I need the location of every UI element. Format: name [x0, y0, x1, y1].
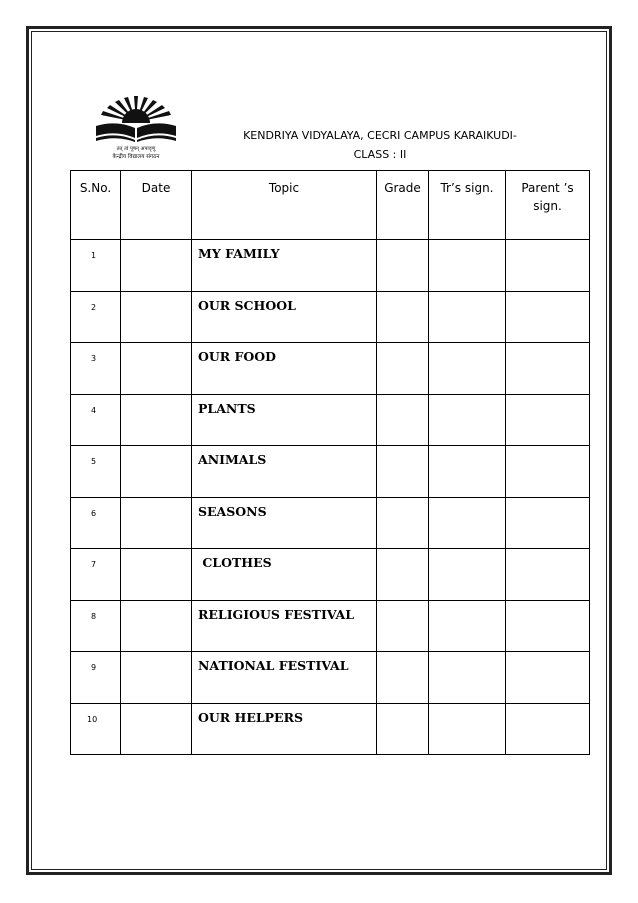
topic-cell: PLANTS: [192, 394, 377, 446]
date-cell[interactable]: [121, 343, 192, 395]
header-tr-sign: Tr’s sign.: [429, 171, 506, 240]
date-cell[interactable]: [121, 394, 192, 446]
tr-sign-cell[interactable]: [429, 600, 506, 652]
sno-cell: 5: [71, 446, 121, 498]
table-row: [71, 703, 590, 755]
logo-org-name: केन्द्रीय विद्यालय संगठन: [112, 154, 160, 160]
tr-sign-cell[interactable]: [429, 291, 506, 343]
kendriya-vidyalaya-logo-icon: [88, 92, 184, 162]
tr-sign-cell[interactable]: [429, 394, 506, 446]
parent-sign-cell[interactable]: [506, 240, 590, 292]
table-header-row: [71, 171, 590, 240]
grade-cell[interactable]: [377, 497, 429, 549]
topic-cell: SEASONS: [192, 497, 377, 549]
topic-cell: OUR SCHOOL: [192, 291, 377, 343]
parent-sign-cell[interactable]: [506, 394, 590, 446]
tr-sign-cell[interactable]: [429, 703, 506, 755]
document-header: [200, 126, 560, 164]
grade-cell[interactable]: [377, 291, 429, 343]
parent-sign-cell[interactable]: [506, 652, 590, 704]
date-cell[interactable]: [121, 446, 192, 498]
logo-motto: तत् त्वं पूषन् अपावृणु: [116, 146, 156, 152]
grade-cell[interactable]: [377, 343, 429, 395]
tr-sign-cell[interactable]: [429, 497, 506, 549]
grade-cell[interactable]: [377, 394, 429, 446]
header-date: Date: [121, 171, 192, 240]
header-parent-sign: Parent ’s sign.: [506, 171, 590, 240]
topic-cell: OUR FOOD: [192, 343, 377, 395]
grade-cell[interactable]: [377, 652, 429, 704]
table-row: [71, 652, 590, 704]
tr-sign-cell[interactable]: [429, 652, 506, 704]
table-row: [71, 291, 590, 343]
topic-cell: MY FAMILY: [192, 240, 377, 292]
tr-sign-cell[interactable]: [429, 446, 506, 498]
grade-cell[interactable]: [377, 240, 429, 292]
table-row: [71, 343, 590, 395]
date-cell[interactable]: [121, 240, 192, 292]
grade-cell[interactable]: [377, 703, 429, 755]
tr-sign-cell[interactable]: [429, 549, 506, 601]
class-label: CLASS : II: [353, 148, 407, 161]
sno-cell: 6: [71, 497, 121, 549]
sno-cell: 10: [71, 703, 121, 755]
table-row: [71, 240, 590, 292]
table-row: [71, 549, 590, 601]
topic-cell: RELIGIOUS FESTIVAL: [192, 600, 377, 652]
table-row: [71, 394, 590, 446]
header-sno: S.No.: [71, 171, 121, 240]
parent-sign-cell[interactable]: [506, 600, 590, 652]
topic-register-table: [70, 170, 590, 755]
parent-sign-cell[interactable]: [506, 497, 590, 549]
sno-cell: 8: [71, 600, 121, 652]
grade-cell[interactable]: [377, 446, 429, 498]
date-cell[interactable]: [121, 549, 192, 601]
date-cell[interactable]: [121, 291, 192, 343]
sno-cell: 1: [71, 240, 121, 292]
parent-sign-cell[interactable]: [506, 703, 590, 755]
sno-cell: 3: [71, 343, 121, 395]
table-row: [71, 497, 590, 549]
parent-sign-cell[interactable]: [506, 291, 590, 343]
tr-sign-cell[interactable]: [429, 240, 506, 292]
date-cell[interactable]: [121, 497, 192, 549]
topic-cell: NATIONAL FESTIVAL: [192, 652, 377, 704]
date-cell[interactable]: [121, 652, 192, 704]
sno-cell: 7: [71, 549, 121, 601]
header-topic: Topic: [192, 171, 377, 240]
tr-sign-cell[interactable]: [429, 343, 506, 395]
sno-cell: 4: [71, 394, 121, 446]
parent-sign-cell[interactable]: [506, 343, 590, 395]
parent-sign-cell[interactable]: [506, 549, 590, 601]
parent-sign-cell[interactable]: [506, 446, 590, 498]
grade-cell[interactable]: [377, 600, 429, 652]
topic-cell: ANIMALS: [192, 446, 377, 498]
date-cell[interactable]: [121, 600, 192, 652]
topic-cell: OUR HELPERS: [192, 703, 377, 755]
date-cell[interactable]: [121, 703, 192, 755]
table-row: [71, 600, 590, 652]
grade-cell[interactable]: [377, 549, 429, 601]
school-name: KENDRIYA VIDYALAYA, CECRI CAMPUS KARAIKUDI-: [243, 129, 517, 142]
topic-cell: CLOTHES: [192, 549, 377, 601]
table-row: [71, 446, 590, 498]
header-grade: Grade: [377, 171, 429, 240]
sno-cell: 2: [71, 291, 121, 343]
sno-cell: 9: [71, 652, 121, 704]
